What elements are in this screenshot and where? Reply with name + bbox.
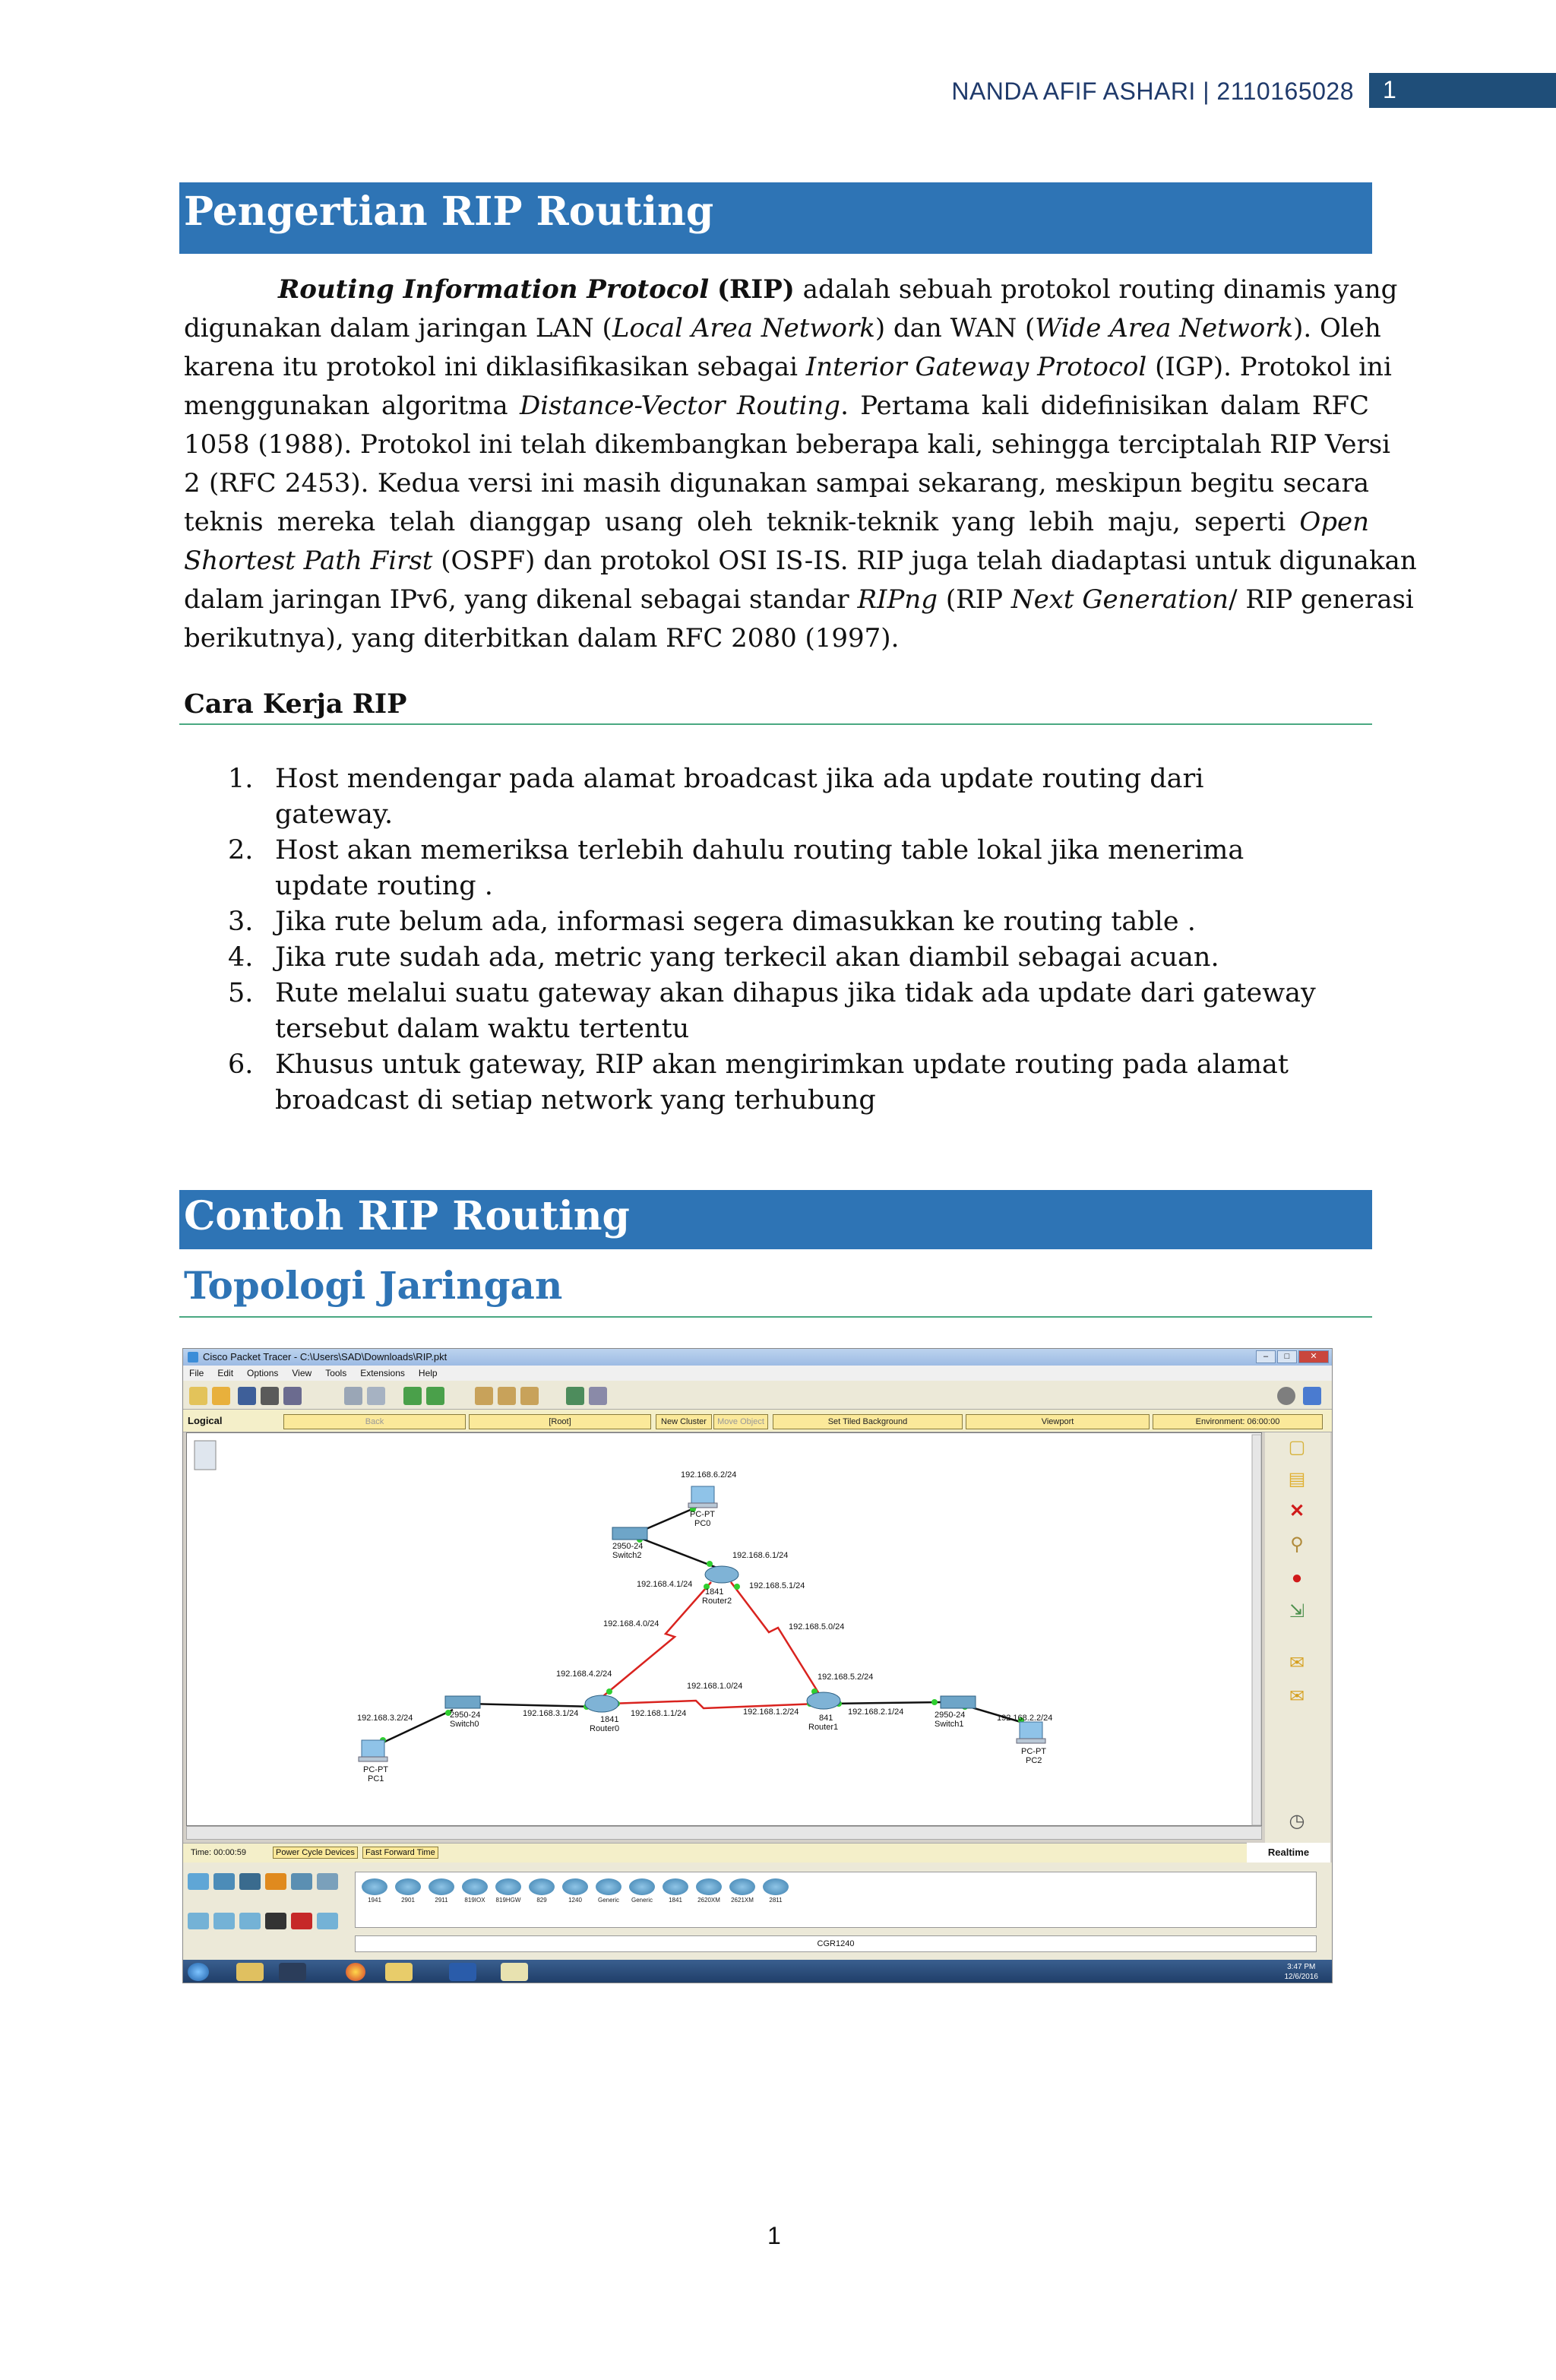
step-item <box>220 976 1330 1047</box>
paragraph-line: menggunakan algoritma Distance-Vector Routing. Pertama kali didefinisikan dalam RFC <box>184 391 1370 421</box>
logical-button-root[interactable]: [Root] <box>469 1414 651 1429</box>
paste-icon[interactable] <box>367 1387 385 1405</box>
window-title: Cisco Packet Tracer - C:\Users\SAD\Downloads\RIP.pkt <box>203 1351 448 1362</box>
device-option[interactable] <box>594 1878 623 1904</box>
start-button-icon[interactable] <box>188 1963 209 1981</box>
subcategory-5-icon[interactable] <box>291 1913 312 1929</box>
cara-kerja-heading: Cara Kerja RIP <box>184 688 407 720</box>
footer-page-number: 1 <box>767 2222 781 2249</box>
svg-text:1841: 1841 <box>600 1715 619 1724</box>
step-item <box>220 833 1330 904</box>
logical-workspace[interactable] <box>186 1432 1262 1826</box>
ip-r0-lan: 192.168.3.1/24 <box>523 1709 579 1718</box>
save-icon[interactable] <box>238 1387 256 1405</box>
menu-item-tools[interactable]: Tools <box>325 1368 347 1378</box>
step-number: 4. <box>228 942 254 973</box>
device-option[interactable] <box>694 1878 723 1904</box>
ip-r2-s1: 192.168.5.1/24 <box>749 1581 805 1590</box>
device-label: 819IOX <box>464 1897 485 1904</box>
chrome-icon[interactable] <box>346 1963 365 1981</box>
new-file-icon[interactable] <box>189 1387 207 1405</box>
palette-icon[interactable] <box>566 1387 584 1405</box>
paragraph-line: 1058 (1988). Protokol ini telah dikembangkan beberapa kali, sehingga terciptalah RIP Versi <box>184 429 1391 460</box>
svg-text:841: 841 <box>819 1714 833 1723</box>
router1[interactable] <box>807 1692 840 1732</box>
vertical-scrollbar[interactable] <box>1252 1435 1261 1825</box>
page-header <box>0 73 1556 111</box>
italic-term: Wide Area Network <box>1035 313 1294 343</box>
ip-pc0: 192.168.6.2/24 <box>681 1470 737 1480</box>
svg-text:PC-PT: PC-PT <box>690 1510 715 1519</box>
close-icon[interactable]: ✕ <box>1298 1350 1329 1363</box>
logical-button-environment-06-00-00[interactable]: Environment: 06:00:00 <box>1153 1414 1323 1429</box>
subcategory-6-icon[interactable] <box>317 1913 338 1929</box>
ip-r2-s0: 192.168.4.1/24 <box>637 1580 693 1589</box>
step-number: 6. <box>228 1049 254 1080</box>
section-title-pengertian: Pengertian RIP Routing <box>184 188 714 235</box>
step-item <box>220 761 1330 833</box>
time-bar <box>183 1843 1265 1863</box>
pc0[interactable] <box>688 1486 717 1528</box>
print-icon[interactable] <box>261 1387 279 1405</box>
end-devices-category-icon[interactable] <box>291 1873 312 1890</box>
section-title-contoh: Contoh RIP Routing <box>184 1193 630 1239</box>
header-page-box <box>1369 73 1556 108</box>
router-icon <box>362 1878 387 1895</box>
pc1[interactable] <box>359 1740 388 1783</box>
device-label: Generic <box>631 1897 653 1904</box>
svg-text:Router0: Router0 <box>590 1724 620 1733</box>
clock-date: 12/6/2016 <box>1284 1973 1318 1981</box>
note-icon[interactable]: ▤ <box>1288 1469 1306 1489</box>
router-icon <box>763 1878 789 1895</box>
switch1[interactable] <box>935 1696 976 1729</box>
svg-text:PC1: PC1 <box>368 1774 384 1783</box>
device-label: 1240 <box>568 1897 582 1904</box>
step-text: Rute melalui suatu gateway akan dihapus jika tidak ada update dari gateway tersebut dalam waktu tertentu <box>275 978 1316 1044</box>
device-label: 2911 <box>435 1897 448 1904</box>
logical-bar <box>183 1410 1332 1432</box>
logical-button-set-tiled-background[interactable]: Set Tiled Background <box>773 1414 963 1429</box>
net-5: 192.168.5.0/24 <box>789 1622 845 1632</box>
svg-text:Router2: Router2 <box>702 1597 732 1606</box>
redo-icon[interactable] <box>426 1387 444 1405</box>
paragraph-line: Shortest Path First (OSPF) dan protokol OSI IS-IS. RIP juga telah diadaptasi untuk digunakan <box>184 546 1417 576</box>
zoom-out-icon[interactable] <box>520 1387 539 1405</box>
switch0[interactable] <box>445 1696 480 1729</box>
device-label: 1941 <box>368 1897 381 1904</box>
section-bar-contoh <box>179 1190 1372 1249</box>
italic-term: Shortest Path First <box>184 546 433 576</box>
zoom-reset-icon[interactable] <box>498 1387 516 1405</box>
device-label: 2901 <box>401 1897 415 1904</box>
time-label: Time: 00:00:59 <box>191 1848 246 1857</box>
device-label: 2620XM <box>697 1897 720 1904</box>
delete-icon[interactable]: ✕ <box>1289 1501 1305 1521</box>
header-author: NANDA AFIF ASHARI | 2110165028 <box>951 78 1354 105</box>
device-option[interactable] <box>394 1878 422 1904</box>
step-number: 1. <box>228 764 254 794</box>
subtitle-rule <box>179 1316 1372 1318</box>
svg-text:2950-24: 2950-24 <box>450 1711 481 1720</box>
device-option[interactable] <box>761 1878 790 1904</box>
paragraph-line: Routing Information Protocol (RIP) adalah sebuah protokol routing dinamis yang <box>278 274 1398 305</box>
file-explorer-icon[interactable] <box>236 1963 264 1981</box>
switch2[interactable] <box>612 1527 647 1560</box>
windows-taskbar <box>183 1960 1332 1983</box>
paragraph-line: digunakan dalam jaringan LAN (Local Area Network) dan WAN (Wide Area Network). Oleh <box>184 313 1381 343</box>
svg-text:Switch1: Switch1 <box>935 1720 964 1729</box>
logical-button-viewport[interactable]: Viewport <box>966 1414 1150 1429</box>
router-icon <box>729 1878 755 1895</box>
italic-term: Interior Gateway Protocol <box>805 352 1147 382</box>
router-icon <box>429 1878 454 1895</box>
step-text: Jika rute belum ada, informasi segera dimasukkan ke routing table . <box>275 907 1196 937</box>
realtime-tab[interactable]: Realtime <box>1247 1843 1330 1863</box>
step-item <box>220 1047 1330 1119</box>
power-cycle-button[interactable]: Power Cycle Devices <box>273 1847 358 1859</box>
switches-category-icon[interactable] <box>213 1873 235 1890</box>
router0[interactable] <box>585 1695 619 1733</box>
minimize-icon[interactable]: – <box>1256 1350 1276 1363</box>
menu-bar <box>183 1366 1332 1381</box>
logical-button-move-object[interactable]: Move Object <box>713 1414 768 1429</box>
draw-ellipse-icon[interactable]: ● <box>1291 1568 1303 1588</box>
logical-label: Logical <box>188 1415 223 1426</box>
router-icon <box>596 1878 621 1895</box>
steps-list <box>220 761 1330 1119</box>
section-bar-pengertian <box>179 182 1372 254</box>
subcategory-2-icon[interactable] <box>213 1913 235 1929</box>
intro-paragraph <box>184 271 1417 658</box>
realtime-clock-icon[interactable]: ◷ <box>1289 1811 1305 1831</box>
window-controls <box>1256 1350 1329 1363</box>
hubs-category-icon[interactable] <box>239 1873 261 1890</box>
italic-term: Routing Information Protocol <box>278 274 710 305</box>
router-icon <box>395 1878 421 1895</box>
ip-r0-s1: 192.168.1.1/24 <box>631 1709 687 1718</box>
word-icon[interactable] <box>449 1963 476 1981</box>
step-item <box>220 904 1330 940</box>
svg-text:2950-24: 2950-24 <box>935 1711 966 1720</box>
activity-wizard-icon[interactable] <box>283 1387 302 1405</box>
device-label: 829 <box>536 1897 547 1904</box>
logical-button-back[interactable]: Back <box>283 1414 466 1429</box>
toolbar <box>183 1381 1332 1410</box>
select-icon[interactable]: ▢ <box>1288 1437 1306 1457</box>
system-clock <box>1285 1962 1319 1982</box>
device-option[interactable] <box>728 1878 757 1904</box>
subcategory-3-icon[interactable] <box>239 1913 261 1929</box>
add-simple-pdu-icon[interactable]: ✉ <box>1289 1653 1305 1673</box>
bold-term: (RIP) <box>716 274 795 305</box>
device-option[interactable] <box>427 1878 456 1904</box>
horizontal-scrollbar[interactable] <box>186 1826 1262 1840</box>
net-4: 192.168.4.0/24 <box>603 1619 659 1628</box>
step-text: Jika rute sudah ada, metric yang terkecil akan diambil sebagai acuan. <box>275 942 1219 973</box>
menu-item-file[interactable]: File <box>189 1368 204 1378</box>
router-icon <box>529 1878 555 1895</box>
italic-term: Distance-Vector Routing <box>519 391 841 421</box>
router-icon <box>562 1878 588 1895</box>
ip-r1-s1: 192.168.1.2/24 <box>743 1707 799 1717</box>
ip-r2-lan: 192.168.6.1/24 <box>732 1551 789 1560</box>
clock-time: 3:47 PM <box>1287 1963 1316 1971</box>
open-folder-icon[interactable] <box>212 1387 230 1405</box>
subcategory-1-icon[interactable] <box>188 1913 209 1929</box>
link-switch0-router0 <box>466 1704 594 1707</box>
common-tools-panel <box>1265 1432 1330 1843</box>
router-icon <box>696 1878 722 1895</box>
device-tray <box>355 1872 1317 1928</box>
connections-category-icon[interactable] <box>265 1873 286 1890</box>
italic-term: Local Area Network <box>612 313 875 343</box>
link-router2-router1 <box>731 1582 821 1696</box>
router-icon <box>629 1878 655 1895</box>
packet-tracer-screenshot <box>182 1348 1333 1983</box>
ip-r0-s: 192.168.4.2/24 <box>556 1669 612 1679</box>
routers-category-icon[interactable] <box>188 1873 209 1890</box>
device-label: 819HGW <box>495 1897 521 1904</box>
copy-icon[interactable] <box>344 1387 362 1405</box>
fast-forward-button[interactable]: Fast Forward Time <box>362 1847 438 1859</box>
wan-emulation-category-icon[interactable] <box>317 1873 338 1890</box>
inspect-icon[interactable]: ⚲ <box>1290 1534 1304 1555</box>
logical-button-new-cluster[interactable]: New Cluster <box>656 1414 712 1429</box>
subcategory-4-icon[interactable] <box>265 1913 286 1929</box>
ip-r1-s: 192.168.5.2/24 <box>818 1673 874 1682</box>
svg-text:PC2: PC2 <box>1026 1756 1042 1765</box>
folder-icon[interactable] <box>385 1963 413 1981</box>
device-label: 2811 <box>769 1897 783 1904</box>
cluster-nav-icon[interactable] <box>194 1441 216 1470</box>
add-complex-pdu-icon[interactable]: ✉ <box>1289 1686 1305 1707</box>
header-page-number: 1 <box>1383 76 1396 103</box>
device-option[interactable] <box>460 1878 489 1904</box>
svg-text:2950-24: 2950-24 <box>612 1542 644 1551</box>
zoom-in-icon[interactable] <box>475 1387 493 1405</box>
help-icon[interactable] <box>1303 1387 1321 1405</box>
link-router1-switch1 <box>830 1702 942 1704</box>
pc2[interactable] <box>1017 1722 1046 1765</box>
menu-item-edit[interactable]: Edit <box>217 1368 234 1378</box>
device-option[interactable] <box>561 1878 590 1904</box>
svg-text:Switch0: Switch0 <box>450 1720 479 1729</box>
paragraph-line: teknis mereka telah dianggap usang oleh teknik-teknik yang lebih maju, seperti Open <box>184 507 1369 537</box>
svg-text:Switch2: Switch2 <box>612 1551 642 1560</box>
undo-icon[interactable] <box>403 1387 422 1405</box>
selected-device-name: CGR1240 <box>355 1935 1317 1952</box>
device-label: Generic <box>597 1897 619 1904</box>
device-option[interactable] <box>360 1878 389 1904</box>
device-option[interactable] <box>527 1878 556 1904</box>
step-text: Host akan memeriksa terlebih dahulu routing table lokal jika menerima update routing . <box>275 835 1244 901</box>
router-icon <box>462 1878 488 1895</box>
device-selection-bar <box>183 1863 1332 1960</box>
svg-text:PC0: PC0 <box>694 1519 711 1528</box>
step-number: 5. <box>228 978 254 1008</box>
svg-text:1841: 1841 <box>705 1587 724 1597</box>
device-option[interactable] <box>628 1878 656 1904</box>
svg-text:PC-PT: PC-PT <box>363 1765 388 1774</box>
heading-rule <box>179 723 1372 725</box>
net-1: 192.168.1.0/24 <box>687 1682 743 1691</box>
step-number: 2. <box>228 835 254 866</box>
paragraph-line: karena itu protokol ini diklasifikasikan sebagai Interior Gateway Protocol (IGP). Protokol ini <box>184 352 1392 382</box>
ip-pc1: 192.168.3.2/24 <box>357 1714 413 1723</box>
menu-item-extensions[interactable]: Extensions <box>360 1368 405 1378</box>
router-icon <box>495 1878 521 1895</box>
svg-text:Router1: Router1 <box>808 1723 839 1732</box>
italic-term: RIPng <box>857 584 938 615</box>
packet-tracer-taskbar-icon[interactable] <box>501 1963 528 1981</box>
menu-item-view[interactable]: View <box>292 1368 312 1378</box>
menu-item-options[interactable]: Options <box>247 1368 279 1378</box>
window-titlebar <box>183 1349 1332 1366</box>
info-icon[interactable] <box>1277 1387 1295 1405</box>
custom-device-icon[interactable] <box>589 1387 607 1405</box>
topology-diagram <box>187 1433 1263 1827</box>
italic-term: Next Generation <box>1010 584 1229 615</box>
step-item <box>220 940 1330 976</box>
router-icon <box>663 1878 688 1895</box>
resize-icon[interactable]: ⇲ <box>1289 1601 1305 1622</box>
device-option[interactable] <box>494 1878 523 1904</box>
italic-term: Open <box>1299 507 1369 537</box>
topologi-subtitle: Topologi Jaringan <box>184 1263 563 1308</box>
ip-pc2: 192.168.2.2/24 <box>997 1714 1053 1723</box>
device-label: 1841 <box>669 1897 682 1904</box>
ip-r1-lan: 192.168.2.1/24 <box>848 1707 904 1717</box>
paragraph-line: berikutnya), yang diterbitkan dalam RFC 2080 (1997). <box>184 623 900 654</box>
link-switch2-router2 <box>632 1535 719 1568</box>
link-router2-router0 <box>603 1582 711 1696</box>
menu-item-help[interactable]: Help <box>418 1368 438 1378</box>
app-icon <box>188 1352 198 1362</box>
steam-icon[interactable] <box>279 1963 306 1981</box>
step-number: 3. <box>228 907 254 937</box>
step-text: Khusus untuk gateway, RIP akan mengirimkan update routing pada alamat broadcast di setiap network yang terhubung <box>275 1049 1289 1116</box>
device-label: 2621XM <box>731 1897 754 1904</box>
device-option[interactable] <box>661 1878 690 1904</box>
svg-text:PC-PT: PC-PT <box>1021 1747 1046 1756</box>
step-text: Host mendengar pada alamat broadcast jika ada update routing dari gateway. <box>275 764 1204 830</box>
maximize-icon[interactable]: □ <box>1277 1350 1297 1363</box>
paragraph-line: dalam jaringan IPv6, yang dikenal sebagai standar RIPng (RIP Next Generation/ RIP generasi <box>184 584 1414 615</box>
paragraph-line: 2 (RFC 2453). Kedua versi ini masih digunakan sampai sekarang, meskipun begitu secara <box>184 468 1369 498</box>
